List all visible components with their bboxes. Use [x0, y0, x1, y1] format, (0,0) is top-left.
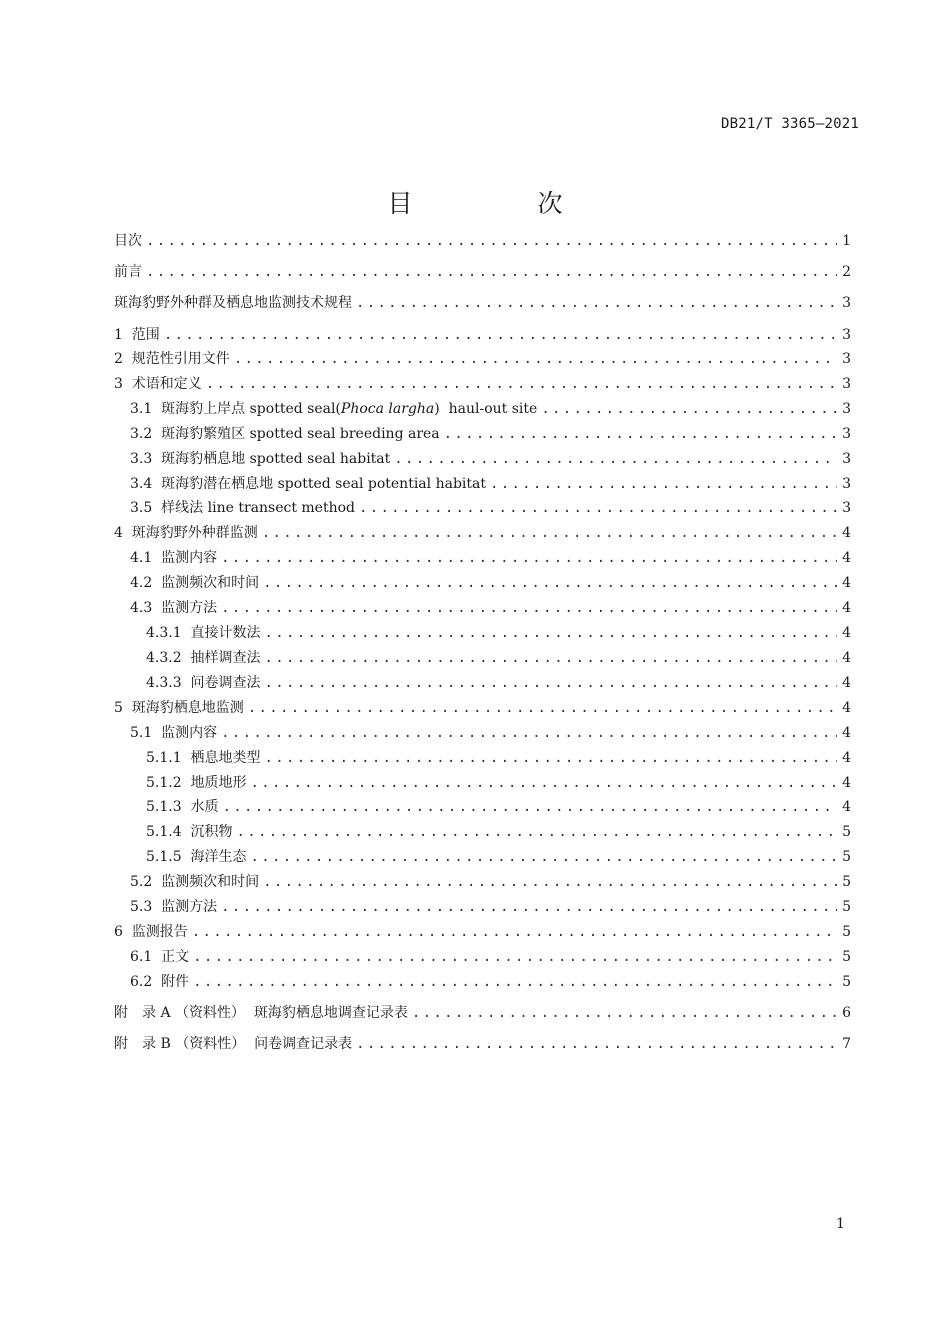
- toc-leader-dots: [444, 424, 837, 444]
- toc-entry[interactable]: [114, 797, 851, 817]
- toc-leader-dots: [221, 548, 837, 568]
- toc-entry-page: 7: [842, 1036, 851, 1052]
- toc-entry[interactable]: [114, 897, 851, 917]
- toc-entry-label: 3.1 斑海豹上岸点 spotted seal(Phoca largha) haul-out site: [130, 401, 538, 417]
- toc-entry-page: 4: [842, 750, 851, 766]
- toc-entry[interactable]: [114, 872, 851, 892]
- toc-entry[interactable]: [114, 648, 851, 668]
- toc-leader-dots: [412, 1003, 837, 1023]
- toc-entry-label: 6.1 正文: [130, 949, 190, 965]
- page-number: 1: [836, 1216, 845, 1232]
- toc-entry[interactable]: [114, 293, 851, 313]
- toc-entry-label: 3.3 斑海豹栖息地 spotted seal habitat: [130, 451, 391, 467]
- toc-entry-page: 5: [842, 924, 851, 940]
- toc-entry-page: 3: [842, 500, 851, 516]
- toc-entry-page: 4: [842, 775, 851, 791]
- toc-entry[interactable]: [114, 449, 851, 469]
- toc-leader-dots: [356, 293, 837, 313]
- toc-entry-page: 3: [842, 401, 851, 417]
- toc-entry-label: 5.1 监测内容: [130, 725, 218, 741]
- toc-leader-dots: [359, 498, 837, 518]
- toc-leader-dots: [394, 449, 837, 469]
- toc-entry[interactable]: [114, 325, 851, 345]
- toc-entry[interactable]: [114, 847, 851, 867]
- toc-entry-page: 4: [842, 525, 851, 541]
- toc-entry[interactable]: [114, 523, 851, 543]
- toc-entry[interactable]: [114, 573, 851, 593]
- toc-leader-dots: [146, 231, 837, 251]
- toc-entry-page: 3: [842, 376, 851, 392]
- toc-leader-dots: [237, 822, 837, 842]
- toc-entry-label: 前言: [114, 264, 142, 280]
- toc-entry-label: 4 斑海豹野外种群监测: [114, 525, 258, 541]
- toc-title: 目 次: [387, 189, 613, 218]
- toc-entry[interactable]: [114, 349, 851, 369]
- toc-entry-page: 4: [842, 700, 851, 716]
- toc-leader-dots: [206, 374, 837, 394]
- toc-leader-dots: [263, 872, 837, 892]
- toc-entry-label: 2 规范性引用文件: [114, 351, 230, 367]
- toc-leader-dots: [265, 623, 837, 643]
- toc-entry-page: 3: [842, 476, 851, 492]
- toc-entry-label: 5.1.4 沉积物: [146, 824, 233, 840]
- toc-entry-label: 目次: [114, 233, 142, 249]
- toc-entry-page: 5: [842, 849, 851, 865]
- toc-entry-page: 6: [842, 1005, 851, 1021]
- toc-entry-label: 5.1.1 栖息地类型: [146, 750, 261, 766]
- toc-entry[interactable]: [114, 231, 851, 251]
- toc-entry[interactable]: [114, 748, 851, 768]
- toc-entry-page: 4: [842, 600, 851, 616]
- toc-entry-page: 3: [842, 351, 851, 367]
- toc-entry-page: 5: [842, 824, 851, 840]
- toc-entry-page: 2: [842, 264, 851, 280]
- toc-entry-label: 斑海豹野外种群及栖息地监测技术规程: [114, 295, 352, 311]
- toc-entry-label: 5.2 监测频次和时间: [130, 874, 260, 890]
- toc-entry[interactable]: [114, 498, 851, 518]
- toc-leader-dots: [234, 349, 837, 369]
- toc-entry-label: 3.4 斑海豹潜在栖息地 spotted seal potential habitat: [130, 476, 486, 492]
- toc-entry-label: 5.3 监测方法: [130, 899, 218, 915]
- toc-entry[interactable]: [114, 972, 851, 992]
- toc-leader-dots: [193, 972, 837, 992]
- toc-entry-label: 1 范围: [114, 327, 160, 343]
- toc-entry-page: 4: [842, 650, 851, 666]
- toc-entry-label: 4.1 监测内容: [130, 550, 218, 566]
- toc-entry[interactable]: [114, 673, 851, 693]
- toc-entry[interactable]: [114, 822, 851, 842]
- toc-entry-label: 5.1.3 水质: [146, 799, 219, 815]
- toc-leader-dots: [265, 673, 837, 693]
- toc-leader-dots: [223, 797, 837, 817]
- toc-entry[interactable]: [114, 262, 851, 282]
- toc-entry-label: 4.2 监测频次和时间: [130, 575, 260, 591]
- toc-leader-dots: [164, 325, 837, 345]
- toc-leader-dots: [490, 474, 837, 494]
- toc-entry[interactable]: [114, 399, 851, 419]
- toc-entry-page: 4: [842, 725, 851, 741]
- toc-entry-label: 6.2 附件: [130, 974, 190, 990]
- toc-entry[interactable]: [114, 1003, 851, 1023]
- toc-entry[interactable]: [114, 623, 851, 643]
- toc-entry[interactable]: [114, 773, 851, 793]
- document-code: DB21/T 3365—2021: [720, 116, 859, 132]
- toc-entry-page: 3: [842, 295, 851, 311]
- toc-entry-page: 4: [842, 799, 851, 815]
- toc-leader-dots: [192, 922, 837, 942]
- toc-leader-dots: [262, 523, 837, 543]
- toc-leader-dots: [193, 947, 837, 967]
- toc-entry-page: 4: [842, 550, 851, 566]
- toc-entry[interactable]: [114, 723, 851, 743]
- toc-leader-dots: [356, 1034, 837, 1054]
- toc-entry-label: 3 术语和定义: [114, 376, 202, 392]
- toc-entry[interactable]: [114, 374, 851, 394]
- toc-entry[interactable]: [114, 698, 851, 718]
- toc-entry-page: 4: [842, 675, 851, 691]
- toc-leader-dots: [251, 773, 837, 793]
- toc-entry-label: 3.2 斑海豹繁殖区 spotted seal breeding area: [130, 426, 440, 442]
- toc-entry-page: 1: [842, 233, 851, 249]
- toc-entry-label: 5 斑海豹栖息地监测: [114, 700, 244, 716]
- toc-entry[interactable]: [114, 922, 851, 942]
- toc-entry[interactable]: [114, 548, 851, 568]
- toc-entry-page: 3: [842, 426, 851, 442]
- toc-entry-page: 5: [842, 899, 851, 915]
- toc-entry-page: 5: [842, 874, 851, 890]
- toc-entry-page: 5: [842, 974, 851, 990]
- toc-entry-page: 4: [842, 625, 851, 641]
- toc-entry-label: 3.5 样线法 line transect method: [130, 500, 355, 516]
- toc-entry-label: 5.1.5 海洋生态: [146, 849, 247, 865]
- toc-leader-dots: [541, 399, 837, 419]
- toc-leader-dots: [146, 262, 837, 282]
- toc-entry-label: 附 录 A （资料性） 斑海豹栖息地调查记录表: [114, 1005, 408, 1021]
- toc-entry-label: 附 录 B （资料性） 问卷调查记录表: [114, 1036, 353, 1052]
- toc-entry-page: 4: [842, 575, 851, 591]
- toc-entry-page: 3: [842, 451, 851, 467]
- toc-entry-label: 4.3.1 直接计数法: [146, 625, 261, 641]
- toc-leader-dots: [248, 698, 837, 718]
- toc-entry[interactable]: [114, 947, 851, 967]
- toc-entry[interactable]: [114, 598, 851, 618]
- toc-leader-dots: [221, 723, 837, 743]
- toc-entry-label: 6 监测报告: [114, 924, 188, 940]
- toc-entry-label: 5.1.2 地质地形: [146, 775, 247, 791]
- toc-entry[interactable]: [114, 474, 851, 494]
- toc-entry-label: 4.3 监测方法: [130, 600, 218, 616]
- toc-leader-dots: [263, 573, 837, 593]
- toc-entry-label: 4.3.3 问卷调查法: [146, 675, 261, 691]
- toc-leader-dots: [265, 748, 837, 768]
- toc-entry-page: 3: [842, 327, 851, 343]
- toc-entry-page: 5: [842, 949, 851, 965]
- toc-leader-dots: [221, 897, 837, 917]
- toc-entry[interactable]: [114, 424, 851, 444]
- toc-entry-label: 4.3.2 抽样调查法: [146, 650, 261, 666]
- toc-leader-dots: [265, 648, 837, 668]
- toc-leader-dots: [221, 598, 837, 618]
- toc-entry[interactable]: [114, 1034, 851, 1054]
- toc-leader-dots: [251, 847, 837, 867]
